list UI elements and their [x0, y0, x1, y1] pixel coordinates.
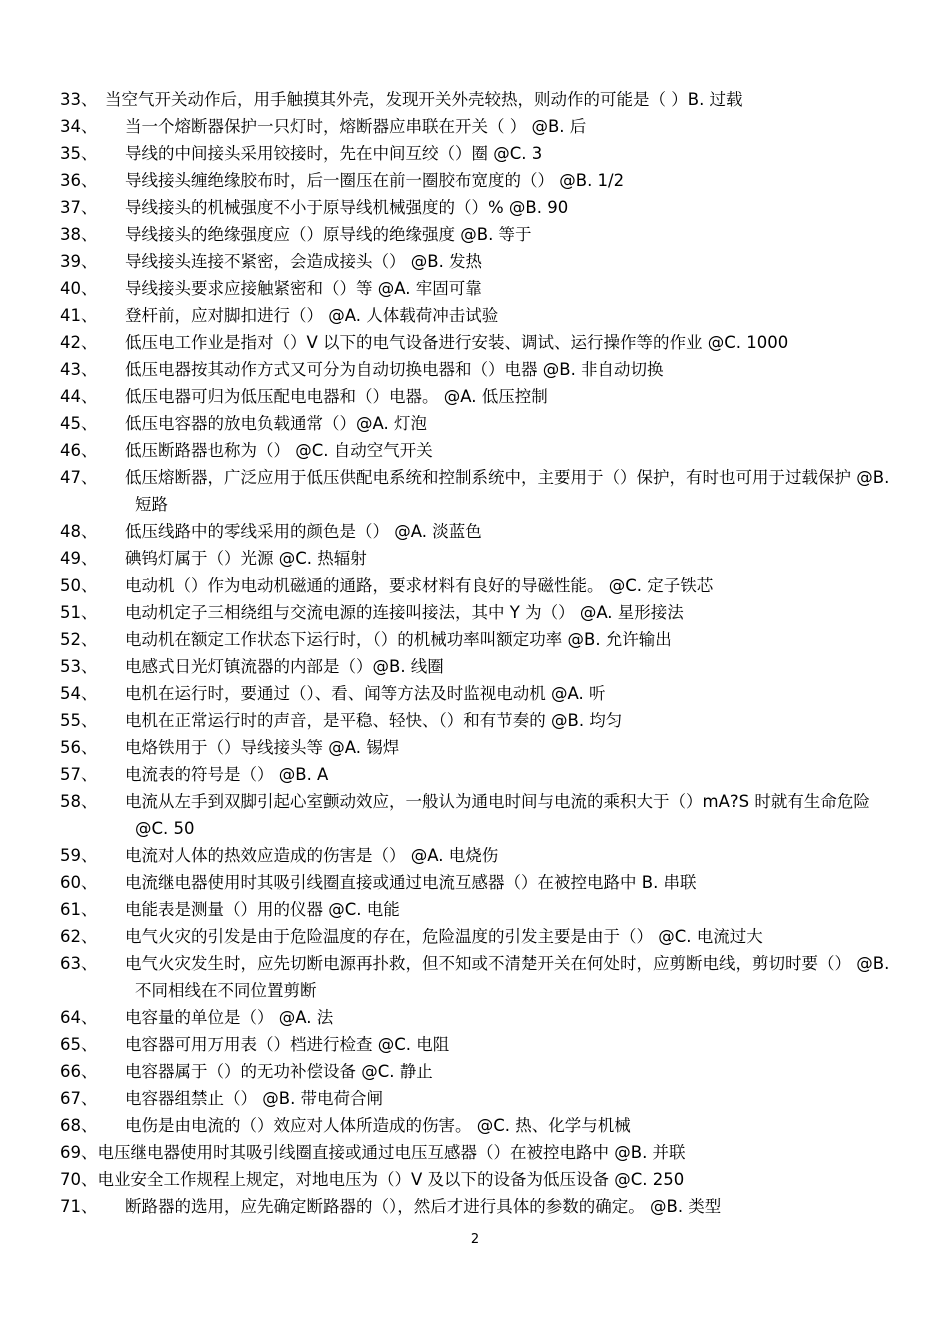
question-number: 62、 — [60, 927, 98, 946]
question-65 — [60, 1031, 900, 1058]
question-text: 导线接头要求应接触紧密和（）等 @A. 牢固可靠 — [125, 279, 482, 298]
question-text: 电业安全工作规程上规定，对地电压为（）V 及以下的设备为低压设备 @C. 250 — [97, 1170, 685, 1189]
question-text: 低压断路器也称为（） @C. 自动空气开关 — [125, 441, 433, 460]
question-number: 34、 — [60, 117, 98, 136]
question-text: 电容器组禁止（） @B. 带电荷合闸 — [125, 1089, 384, 1108]
question-text: 当一个熔断器保护一只灯时，熔断器应串联在开关（ ） @B. 后 — [125, 117, 587, 136]
question-text: 登杆前，应对脚扣进行（） @A. 人体载荷冲击试验 — [125, 306, 499, 325]
question-text: 导线接头连接不紧密，会造成接头（） @B. 发热 — [125, 252, 483, 271]
question-number: 33、 — [60, 90, 98, 109]
question-number: 51、 — [60, 603, 98, 622]
question-49 — [60, 545, 900, 572]
question-number: 69、 — [60, 1143, 98, 1162]
question-number: 71、 — [60, 1197, 98, 1216]
question-37 — [60, 194, 900, 221]
question-text: 电动机定子三相绕组与交流电源的连接叫接法，其中 Y 为（） @A. 星形接法 — [125, 603, 684, 622]
question-50 — [60, 572, 900, 599]
question-text: 断路器的选用，应先确定断路器的（），然后才进行具体的参数的确定。 @B. 类型 — [125, 1197, 722, 1216]
question-67 — [60, 1085, 900, 1112]
question-52 — [60, 626, 900, 653]
question-42 — [60, 329, 900, 356]
question-55 — [60, 707, 900, 734]
question-text: 低压线路中的零线采用的颜色是（） @A. 淡蓝色 — [125, 522, 482, 541]
question-number: 64、 — [60, 1008, 98, 1027]
question-48 — [60, 518, 900, 545]
question-number: 43、 — [60, 360, 98, 379]
question-number: 37、 — [60, 198, 98, 217]
question-text: 当空气开关动作后，用手触摸其外壳，发现开关外壳较热，则动作的可能是（ ）B. 过载 — [105, 90, 743, 109]
question-number: 44、 — [60, 387, 98, 406]
question-text: 导线的中间接头采用铰接时，先在中间互绞（）圈 @C. 3 — [125, 144, 543, 163]
question-number: 45、 — [60, 414, 98, 433]
question-number: 57、 — [60, 765, 98, 784]
question-number: 48、 — [60, 522, 98, 541]
question-text: 电压继电器使用时其吸引线圈直接或通过电压互感器（）在被控电路中 @B. 并联 — [97, 1143, 686, 1162]
question-39 — [60, 248, 900, 275]
question-number: 56、 — [60, 738, 98, 757]
question-58 — [60, 788, 900, 842]
question-number: 61、 — [60, 900, 98, 919]
question-text: 电气火灾发生时，应先切断电源再扑救，但不知或不清楚开关在何处时，应剪断电线，剪切时要（） @B. 不同相线在不同位置剪断 — [125, 954, 890, 1000]
question-44 — [60, 383, 900, 410]
question-number: 39、 — [60, 252, 98, 271]
page-number: 2 — [470, 1232, 480, 1247]
question-text: 电流从左手到双脚引起心室颤动效应，一般认为通电时间与电流的乘积大于（）mA?S 时就有生命危险 @C. 50 — [125, 792, 870, 838]
question-number: 50、 — [60, 576, 98, 595]
question-number: 54、 — [60, 684, 98, 703]
question-number: 46、 — [60, 441, 98, 460]
question-70 — [60, 1166, 900, 1193]
question-54 — [60, 680, 900, 707]
question-number: 70、 — [60, 1170, 98, 1189]
question-text: 电伤是由电流的（）效应对人体所造成的伤害。 @C. 热、化学与机械 — [125, 1116, 631, 1135]
question-68 — [60, 1112, 900, 1139]
question-number: 52、 — [60, 630, 98, 649]
question-35 — [60, 140, 900, 167]
question-text: 电容器属于（）的无功补偿设备 @C. 静止 — [125, 1062, 433, 1081]
question-46 — [60, 437, 900, 464]
question-text: 电机在运行时，要通过（）、看、闻等方法及时监视电动机 @A. 听 — [125, 684, 606, 703]
question-69 — [60, 1139, 900, 1166]
question-33 — [60, 86, 900, 113]
question-number: 58、 — [60, 792, 98, 811]
question-64 — [60, 1004, 900, 1031]
question-34 — [60, 113, 900, 140]
question-text: 电能表是测量（）用的仪器 @C. 电能 — [125, 900, 400, 919]
question-text: 电容量的单位是（） @A. 法 — [125, 1008, 334, 1027]
question-text: 碘钨灯属于（）光源 @C. 热辐射 — [125, 549, 367, 568]
question-38 — [60, 221, 900, 248]
question-number: 42、 — [60, 333, 98, 352]
question-57 — [60, 761, 900, 788]
question-43 — [60, 356, 900, 383]
question-text: 电流表的符号是（） @B. A — [125, 765, 329, 784]
question-text: 电气火灾的引发是由于危险温度的存在，危险温度的引发主要是由于（） @C. 电流过大 — [125, 927, 763, 946]
question-number: 68、 — [60, 1116, 98, 1135]
question-text: 电动机（）作为电动机磁通的通路，要求材料有良好的导磁性能。 @C. 定子铁芯 — [125, 576, 714, 595]
question-71 — [60, 1193, 900, 1220]
question-56 — [60, 734, 900, 761]
question-text: 导线接头缠绝缘胶布时，后一圈压在前一圈胶布宽度的（） @B. 1/2 — [125, 171, 625, 190]
question-text: 低压电工作业是指对（）V 以下的电气设备进行安装、调试、运行操作等的作业 @C. 1000 — [125, 333, 789, 352]
question-36 — [60, 167, 900, 194]
question-63 — [60, 950, 900, 1004]
question-text: 电感式日光灯镇流器的内部是（）@B. 线圈 — [125, 657, 444, 676]
question-number: 67、 — [60, 1089, 98, 1108]
question-text: 电容器可用万用表（）档进行检查 @C. 电阻 — [125, 1035, 450, 1054]
question-text: 低压熔断器，广泛应用于低压供配电系统和控制系统中，主要用于（）保护，有时也可用于过载保护 @B. 短路 — [125, 468, 890, 514]
question-40 — [60, 275, 900, 302]
question-number: 40、 — [60, 279, 98, 298]
question-62 — [60, 923, 900, 950]
question-53 — [60, 653, 900, 680]
question-number: 47、 — [60, 468, 98, 487]
question-59 — [60, 842, 900, 869]
question-text: 电烙铁用于（）导线接头等 @A. 锡焊 — [125, 738, 400, 757]
question-61 — [60, 896, 900, 923]
question-number: 60、 — [60, 873, 98, 892]
question-number: 36、 — [60, 171, 98, 190]
question-66 — [60, 1058, 900, 1085]
question-text: 导线接头的机械强度不小于原导线机械强度的（）% @B. 90 — [125, 198, 569, 217]
question-number: 35、 — [60, 144, 98, 163]
question-number: 49、 — [60, 549, 98, 568]
question-text: 低压电容器的放电负载通常（）@A. 灯泡 — [125, 414, 427, 433]
question-number: 55、 — [60, 711, 98, 730]
question-41 — [60, 302, 900, 329]
question-number: 59、 — [60, 846, 98, 865]
question-text: 电动机在额定工作状态下运行时，（）的机械功率叫额定功率 @B. 允许输出 — [125, 630, 672, 649]
question-number: 41、 — [60, 306, 98, 325]
question-45 — [60, 410, 900, 437]
question-number: 63、 — [60, 954, 98, 973]
question-text: 电机在正常运行时的声音，是平稳、轻快、（）和有节奏的 @B. 均匀 — [125, 711, 623, 730]
question-text: 低压电器可归为低压配电电器和（）电器。 @A. 低压控制 — [125, 387, 548, 406]
question-60 — [60, 869, 900, 896]
question-number: 66、 — [60, 1062, 98, 1081]
question-text: 导线接头的绝缘强度应（）原导线的绝缘强度 @B. 等于 — [125, 225, 532, 244]
question-number: 65、 — [60, 1035, 98, 1054]
question-51 — [60, 599, 900, 626]
question-number: 53、 — [60, 657, 98, 676]
question-number: 38、 — [60, 225, 98, 244]
question-text: 电流继电器使用时其吸引线圈直接或通过电流互感器（）在被控电路中 B. 串联 — [125, 873, 697, 892]
question-text: 低压电器按其动作方式又可分为自动切换电器和（）电器 @B. 非自动切换 — [125, 360, 664, 379]
question-text: 电流对人体的热效应造成的伤害是（） @A. 电烧伤 — [125, 846, 499, 865]
question-47 — [60, 464, 900, 518]
